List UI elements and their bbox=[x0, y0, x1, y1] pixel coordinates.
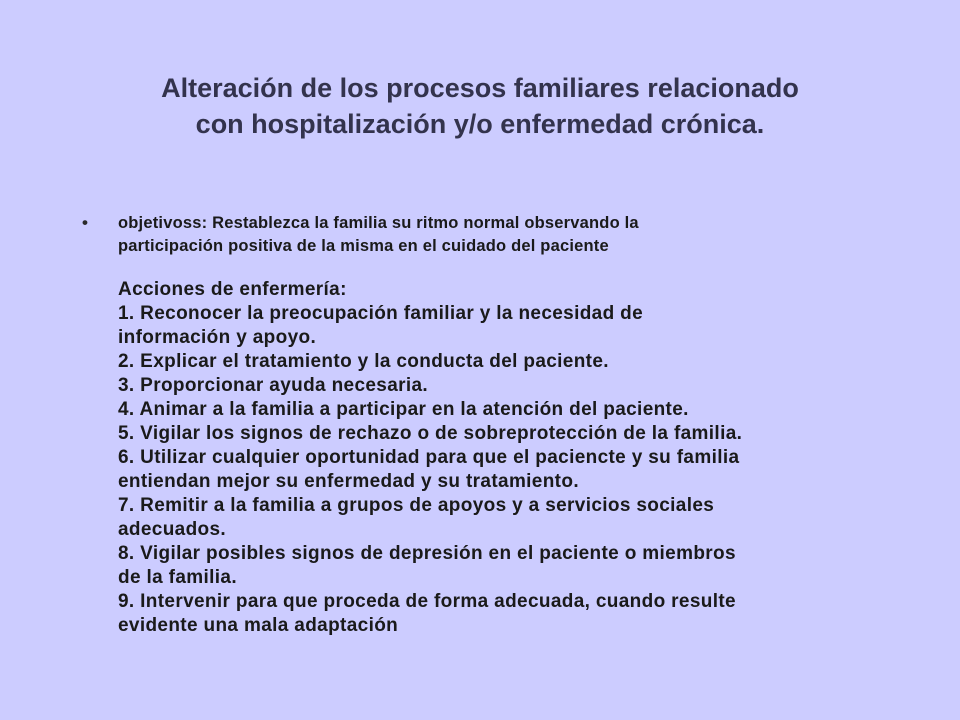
actions-heading: Acciones de enfermería: bbox=[118, 279, 347, 300]
action-line: 3. Proporcionar ayuda necesaria. bbox=[118, 375, 429, 396]
objectives-text bbox=[118, 212, 912, 258]
action-line: 7. Remitir a la familia a grupos de apoyos y a servicios sociales bbox=[118, 495, 715, 516]
slide-title bbox=[60, 70, 900, 142]
action-line: 9. Intervenir para que proceda de forma adecuada, cuando resulte bbox=[118, 591, 736, 612]
objectives-line-2: participación positiva de la misma en el cuidado del paciente bbox=[118, 237, 609, 255]
nursing-actions bbox=[82, 278, 912, 638]
action-line: 4. Animar a la familia a participar en la atención del paciente. bbox=[118, 399, 689, 420]
action-line: adecuados. bbox=[118, 519, 227, 540]
objectives-bullet bbox=[82, 212, 912, 258]
action-line: evidente una mala adaptación bbox=[118, 615, 399, 636]
title-line-1: Alteración de los procesos familiares relacionado bbox=[161, 73, 799, 103]
slide-body bbox=[82, 212, 912, 638]
bullet-marker: • bbox=[82, 213, 88, 232]
action-line: información y apoyo. bbox=[118, 327, 317, 348]
objectives-line-1: objetivoss: Restablezca la familia su ritmo normal observando la bbox=[118, 214, 639, 232]
action-line: 1. Reconocer la preocupación familiar y la necesidad de bbox=[118, 303, 644, 324]
action-line: 6. Utilizar cualquier oportunidad para que el paciencte y su familia bbox=[118, 447, 740, 468]
action-line: de la familia. bbox=[118, 567, 237, 588]
action-line: 2. Explicar el tratamiento y la conducta del paciente. bbox=[118, 351, 609, 372]
action-line: entiendan mejor su enfermedad y su tratamiento. bbox=[118, 471, 579, 492]
action-line: 8. Vigilar posibles signos de depresión en el paciente o miembros bbox=[118, 543, 736, 564]
action-line: 5. Vigilar los signos de rechazo o de sobreprotección de la familia. bbox=[118, 423, 743, 444]
title-line-2: con hospitalización y/o enfermedad crónica. bbox=[195, 109, 765, 139]
